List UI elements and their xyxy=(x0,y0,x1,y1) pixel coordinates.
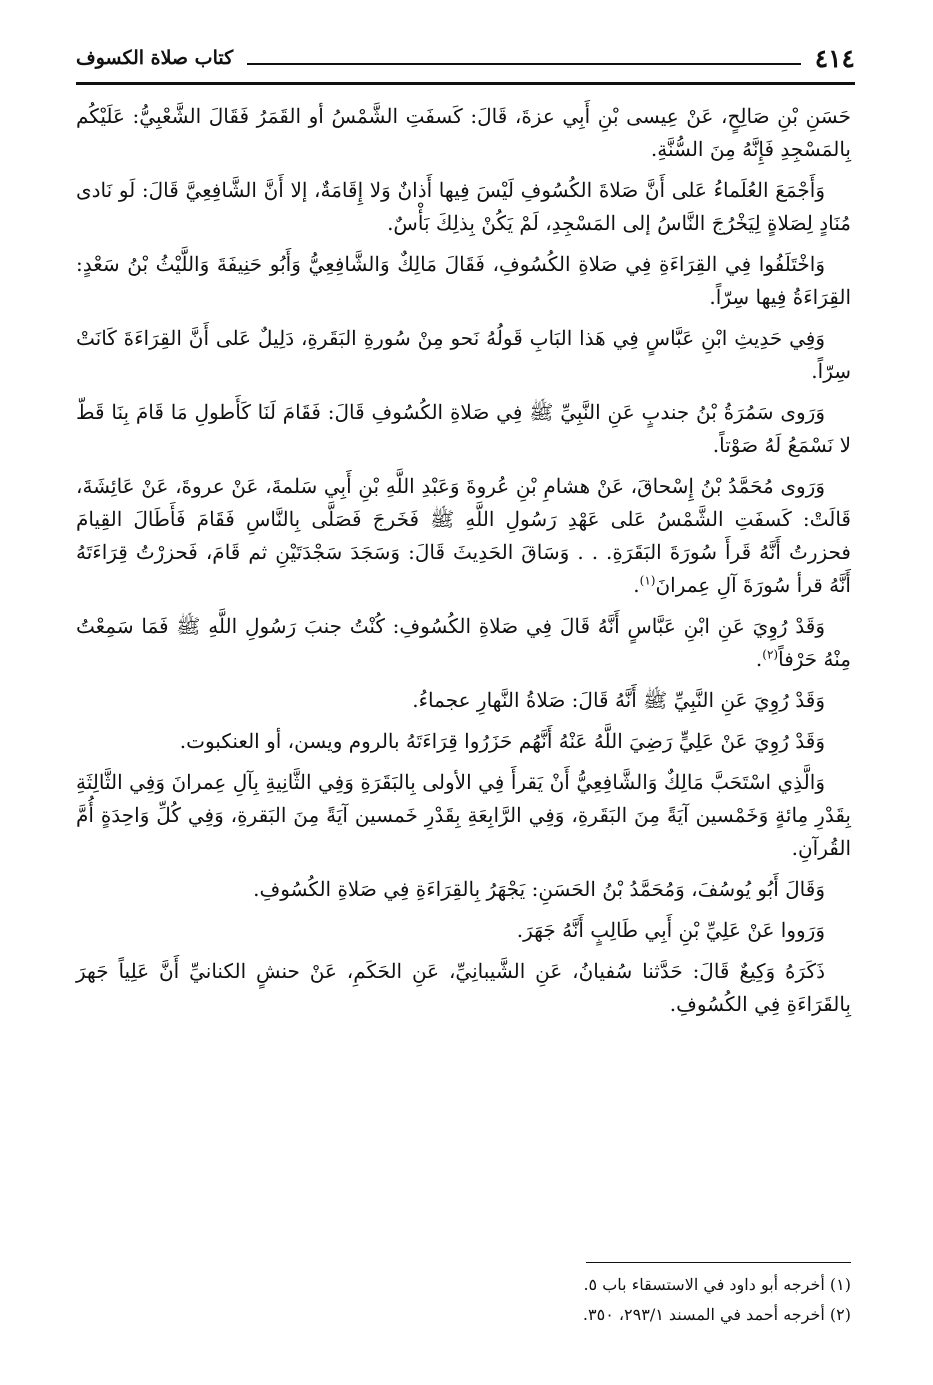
paragraph xyxy=(76,873,851,906)
page-number: ٤١٤ xyxy=(814,43,855,73)
footnote-reference[interactable]: (٢) xyxy=(762,647,779,662)
paragraph-text: وَرَوى سَمُرَةُ بْنُ جندبٍ عَنِ النَّبِيِّ ﷺ فِي صَلاةِ الكُسُوفِ قَالَ: فَقَامَ لَنَا كَأَطولِ مَا قَامَ بِنَا قَطّ لا نَسْمَعُ لَهُ صَوْتاً. xyxy=(76,400,851,457)
main-text xyxy=(76,100,851,1029)
footnote-reference[interactable]: (١) xyxy=(639,573,656,588)
paragraph xyxy=(76,725,851,758)
paragraph-text: وَقَدْ رُوِيَ عَنْ عَلِيٍّ رَضِيَ اللَّهُ عَنْهُ أَنَّهُم حَزَرُوا قِرَاءَتَهُ بالروم ويسن، أو العنكبوت. xyxy=(179,729,825,753)
paragraph xyxy=(76,470,851,602)
paragraph-text: وَالَّذِي اسْتَحَبَّ مَالِكٌ وَالشَّافِعِيُّ أَنْ يَقرأَ فِي الأولى بِالبَقَرَةِ وَفِي الثَّانِيةِ بِآلِ عِمرانَ وَفِي الثَّالِثَةِ بِقَدْرِ مِائةٍ وَخَمْسين آيَةً مِنَ البَقَرةِ، وَفِي الرَّابِعَةِ بِقَدْرِ خَمسين آيَةً مِنَ البَقرةِ، وَفِي كُلِّ وَاحِدَةٍ أُمَّ القُرآنِ. xyxy=(76,770,851,860)
paragraph xyxy=(76,684,851,717)
chapter-title: كتاب صلاة الكسوف xyxy=(76,47,234,69)
paragraph-text: حَسَنِ بْنِ صَالِحٍ، عَنْ عِيسى بْنِ أَبِي عزةَ، قَالَ: كَسفَتِ الشَّمْسُ أو القَمَرُ فَقَالَ الشَّعْبِيُّ: عَلَيْكُم بِالمَسْجِدِ فَإِنَّهُ مِنَ السُّنَّةِ. xyxy=(76,104,851,161)
paragraph-tail: . xyxy=(755,647,763,671)
paragraph xyxy=(76,914,851,947)
paragraph-tail: . xyxy=(633,573,640,597)
footnote-2: (٢) أخرجه أحمد في المسند ٢٩٣/١، ٣٥٠. xyxy=(582,1305,851,1324)
paragraph xyxy=(76,322,851,388)
footnote-separator xyxy=(586,1262,851,1263)
paragraph-text: وَقَالَ أَبُو يُوسُفَ، وَمُحَمَّدُ بْنُ الحَسَنِ: يَجْهَرُ بِالقِرَاءَةِ فِي صَلاةِ الكُسُوفِ. xyxy=(253,877,825,901)
paragraph xyxy=(76,396,851,462)
paragraph xyxy=(76,174,851,240)
running-header xyxy=(76,38,855,78)
paragraph-text: وَقَدْ رُوِيَ عَنِ ابْنِ عَبَّاسٍ أَنَّهُ قَالَ فِي صَلاةِ الكُسُوفِ: كُنْتُ جنبَ رَسُولِ اللَّهِ ﷺ فَمَا سَمِعْتُ مِنْهُ حَرْفاً xyxy=(76,614,851,671)
paragraph xyxy=(76,610,851,676)
footnotes xyxy=(76,1270,851,1330)
paragraph xyxy=(76,100,851,166)
paragraph xyxy=(76,766,851,865)
paragraph-text: وَفِي حَدِيثِ ابْنِ عَبَّاسٍ فِي هَذا البَابِ قَولُهُ نَحو مِنْ سُورةِ البَقَرةِ، دَلِيلٌ عَلى أَنَّ القِرَاءَةَ كَانَتْ سِرّاً. xyxy=(76,326,851,383)
paragraph-text: ذَكَرَهُ وَكِيعٌ قَالَ: حَدَّثنا سُفيانُ، عَنِ الشَّيبانِيِّ، عَنِ الحَكَمِ، عَنْ حنشٍ الكنانيِّ أَنَّ عَلِياً جَهرَ بِالقَرَاءَةِ فِي الكُسُوفِ. xyxy=(76,959,851,1016)
footnote-1: (١) أخرجه أبو داود في الاستسقاء باب ٥. xyxy=(583,1275,851,1294)
paragraph-text: وَاخْتَلَفُوا فِي القِرَاءَةِ فِي صَلاةِ الكُسُوفِ، فَقَالَ مَالِكٌ وَالشَّافِعِيُّ وَأَبُو حَنِيفَةَ وَاللَّيْثُ بْنُ سَعْدٍ: القِرَاءَةُ فِيها سِرّاً. xyxy=(76,252,851,309)
paragraph-text: وَرَوى مُحَمَّدُ بْنُ إِسْحاقَ، عَنْ هشامِ بْنِ عُروةَ وَعَبْدِ اللَّهِ بْنِ أَبِي سَلمةَ، عَنْ عروةَ، عَنْ عَائِشَةَ، قَالَتْ: كَسفَتِ الشَّمْسُ عَلى عَهْدِ رَسُولِ اللَّهِ ﷺ فَخَرجَ فَصَلَّى بِالنَّاسِ فَقَامَ فَأَطَالَ القِيامَ فحزرتُ أَنَّهُ قَرأَ سُورَةَ البَقَرَةِ. . . وَسَاقَ الحَدِيثَ قَالَ: وَسَجَدَ سَجْدَتَيْنِ ثم قَامَ، فَحزرْتُ قِرَاءَتَهُ أَنَّهُ قرأ سُورَةَ آلِ عِمرانَ xyxy=(76,474,851,597)
paragraph xyxy=(76,248,851,314)
header-rule xyxy=(76,82,855,85)
paragraph-text: وَقَدْ رُوِيَ عَنِ النَّبِيِّ ﷺ أَنَّهُ قَالَ: صَلاةُ النَّهارِ عجماءُ. xyxy=(412,688,825,712)
paragraph-text: وَرَووا عَنْ عَلِيِّ بْنِ أَبِي طَالِبٍ أَنَّهُ جَهَرَ. xyxy=(516,918,825,942)
paragraph-text: وَأَجْمَعَ العُلَماءُ عَلى أَنَّ صَلاةَ الكُسُوفِ لَيْسَ فِيها أَذانٌ وَلا إِقَامَةٌ، إلا أَنَّ الشَّافِعِيَّ قَالَ: لَو نَادى مُنَادٍ لِصَلاةٍ لِيَخْرُجَ النَّاسُ إلى المَسْجِدِ، لَمْ يَكُنْ بِذلِكَ بَأْسٌ. xyxy=(76,178,851,235)
paragraph xyxy=(76,955,851,1021)
header-line xyxy=(247,63,801,65)
